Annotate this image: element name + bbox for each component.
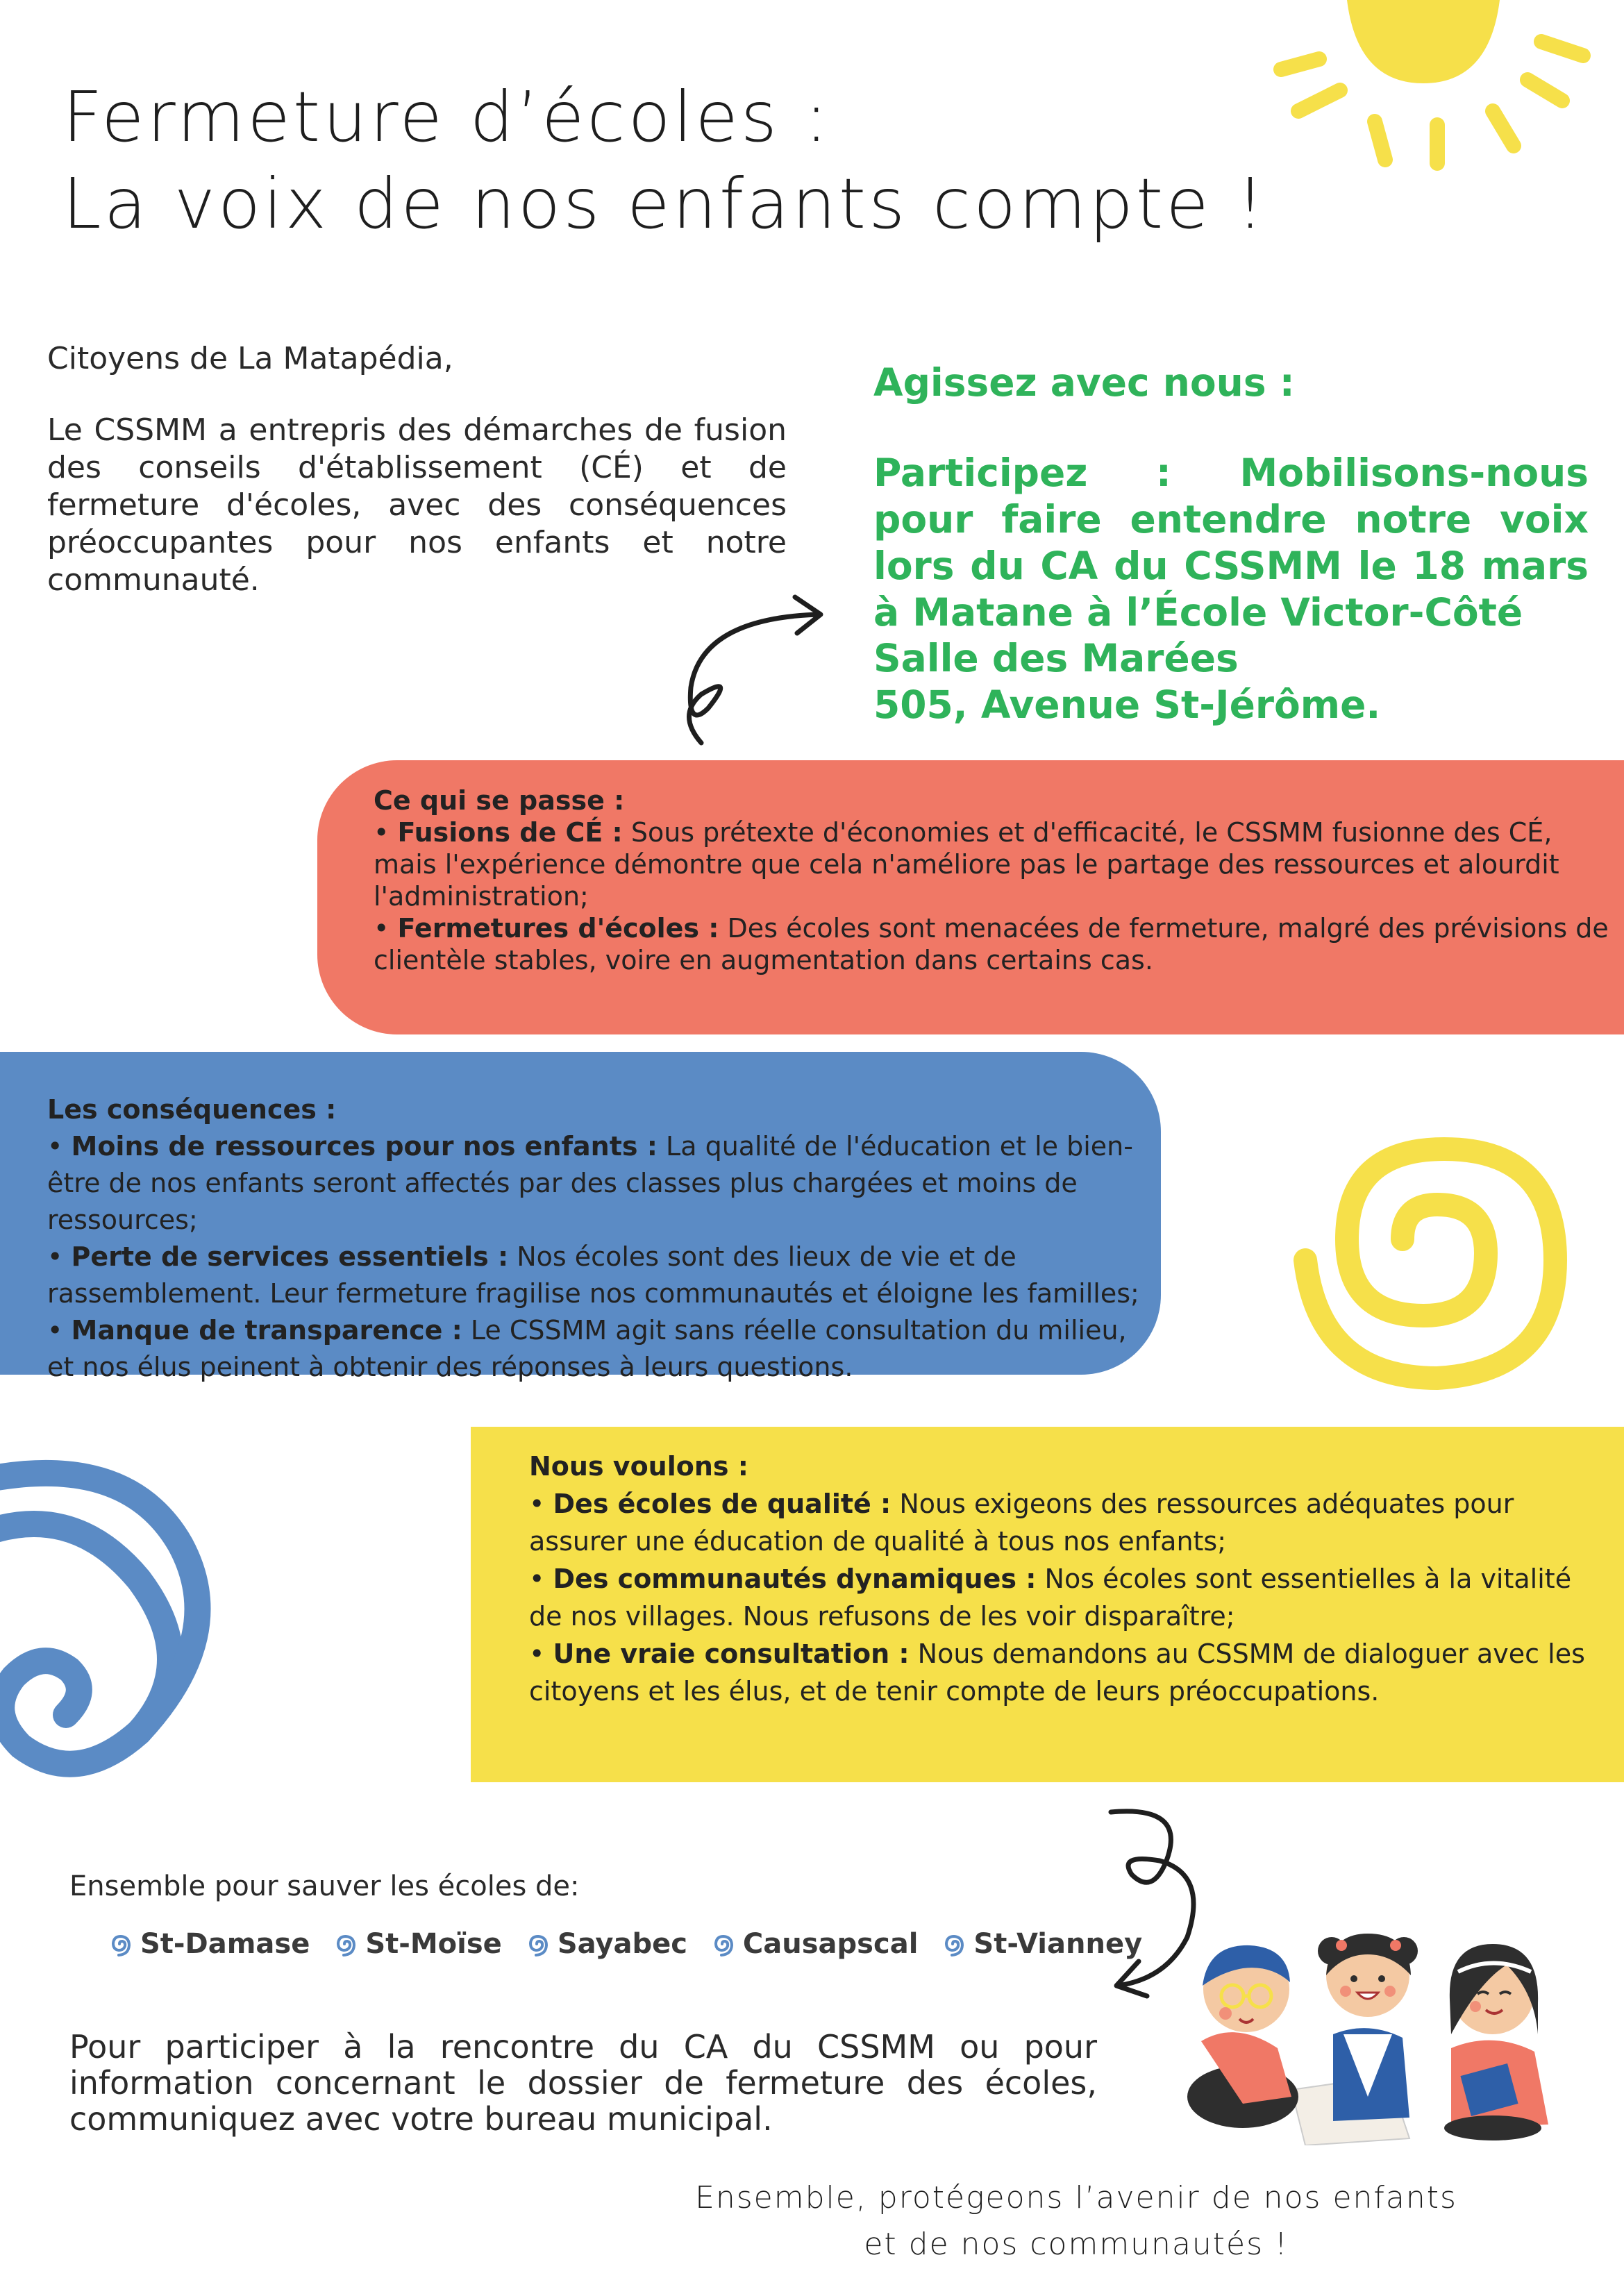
school-item: Sayabec	[521, 1928, 687, 1960]
demands-item: • Des écoles de qualité : Nous exigeons des ressources adéquates pour assurer une éducation de qualité à tous nos enfants;	[529, 1489, 1514, 1557]
action-room: Salle des Marées	[873, 636, 1239, 680]
schools-list	[104, 1928, 1142, 1960]
situation-heading: Ce qui se passe :	[374, 785, 625, 816]
situation-content	[374, 785, 1609, 976]
school-item: St-Moïse	[329, 1928, 501, 1960]
page-title-line1: Fermeture d’écoles :	[62, 76, 831, 158]
spiral-bullet-icon	[329, 1929, 360, 1959]
closing-line1: Ensemble, protégeons l’avenir de nos enfants	[695, 2180, 1457, 2215]
action-text: Participez : Mobilisons-nous pour faire entendre notre voix lors du CA du CSSMM le 18 mars à Matane à l’École Victor-Côté	[873, 451, 1589, 635]
contact-paragraph: Pour participer à la rencontre du CA du CSSMM ou pour information concernant le dossier de fermeture des écoles, communiquez avec votre bureau municipal.	[69, 2028, 1097, 2138]
action-heading: Agissez avec nous :	[873, 360, 1295, 405]
situation-item: • Fusions de CÉ : Sous prétexte d'économies et d'efficacité, le CSSMM fusionne des CÉ, mais l'expérience démontre que cela n'améliore pas le partage des ressources et alourdit l'administration;	[374, 817, 1559, 912]
consequences-heading: Les conséquences :	[47, 1094, 337, 1125]
intro-paragraph: Le CSSMM a entrepris des démarches de fusion des conseils d'établissement (CÉ) et de fermeture d'écoles, avec des conséquences préoccupantes pour nos enfants et notre communauté.	[47, 412, 787, 598]
spiral-icon	[0, 1455, 361, 1781]
spiral-bullet-icon	[104, 1929, 135, 1959]
school-item: St-Damase	[104, 1928, 310, 1960]
schools-intro: Ensemble pour sauver les écoles de:	[69, 1870, 580, 1902]
demands-item: • Une vraie consultation : Nous demandons au CSSMM de dialoguer avec les citoyens et les élus, et de tenir compte de leurs préoccupations.	[529, 1639, 1585, 1707]
situation-item: • Fermetures d'écoles : Des écoles sont menacées de fermeture, malgré des prévisions de clientèle stables, voire en augmentation dans certains cas.	[374, 913, 1609, 975]
intro-greeting: Citoyens de La Matapédia,	[47, 341, 453, 376]
action-address: 505, Avenue St-Jérôme.	[873, 682, 1381, 727]
consequences-item: • Manque de transparence : Le CSSMM agit sans réelle consultation du milieu, et nos élus peinent à obtenir des réponses à leurs questions.	[47, 1315, 1127, 1382]
demands-content	[529, 1448, 1598, 1710]
school-item: Causapscal	[707, 1928, 918, 1960]
spiral-bullet-icon	[707, 1929, 737, 1959]
demands-item: • Des communautés dynamiques : Nos écoles sont essentielles à la vitalité de nos villages. Nous refusons de les voir disparaître;	[529, 1564, 1572, 1632]
arrow-icon	[660, 576, 833, 757]
consequences-content	[47, 1091, 1144, 1386]
consequences-item: • Moins de ressources pour nos enfants : La qualité de l'éducation et le bien-être de nos enfants seront affectés par des classes plus chargées et moins de ressources;	[47, 1131, 1133, 1235]
spiral-bullet-icon	[521, 1929, 552, 1959]
page-title-line2: La voix de nos enfants compte !	[62, 163, 1267, 244]
consequences-item: • Perte de services essentiels : Nos écoles sont des lieux de vie et de rassemblement. Leur fermeture fragilise nos communautés et éloigne les familles;	[47, 1241, 1139, 1309]
spiral-bullet-icon	[937, 1929, 968, 1959]
school-item: St-Vianney	[937, 1928, 1142, 1960]
spiral-icon	[1278, 1080, 1624, 1406]
demands-heading: Nous voulons :	[529, 1451, 748, 1482]
closing-line2: et de nos communautés !	[864, 2227, 1289, 2262]
sun-icon	[1236, 0, 1624, 181]
children-illustration	[1160, 1916, 1590, 2145]
